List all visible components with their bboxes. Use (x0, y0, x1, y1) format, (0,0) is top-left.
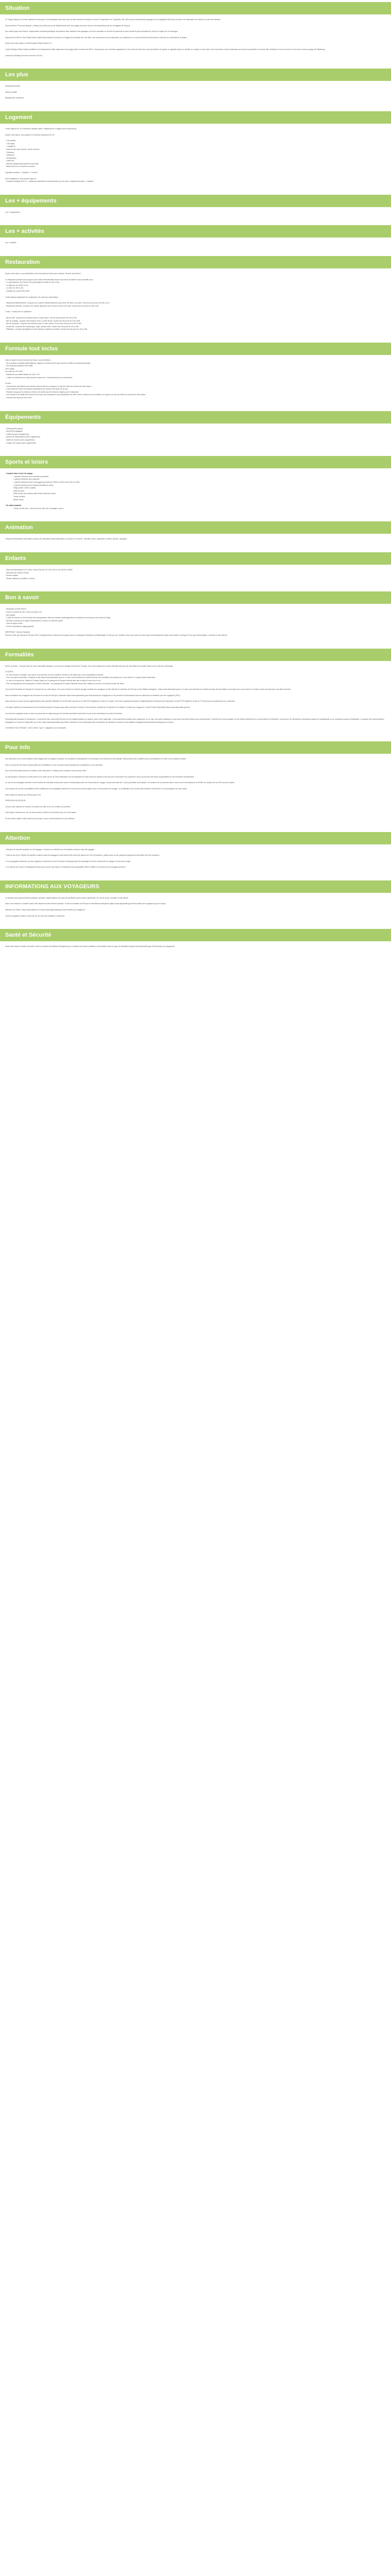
paragraph: - 2 lit doubles - 1 lit simple - 1 canapé-lit - Salle de bain avec douche, sèche-cheveux - Télévision - Téléphone - Climatisation - Coffre-fort - Mini-bar (réapprovisionnement sous frais) - Balcon avec vue sur jardin ou piscine (5, 140, 40, 168)
paragraph: Notre séjour est assuré par l'hôtel jusqu'à 12h. (5, 793, 41, 796)
paragraph: Le Torgajo dispose d'un riche patrimoine historique et archéologique ainsi ainsi que de sites naturels d'exception comme Porquerolles et le Capotador. Elle offre aussi de passionants paysages et un magnifique littoral qui se forme une destination de charme à un prix très attractif. (5, 19, 221, 21)
section-header-activites: Les + activités (0, 225, 391, 238)
paragraph: Si vous devez quitter l'hôtel avant la fin du séjour, aucun remboursement ne sera effectué. (5, 817, 75, 820)
section-header-logement: Logement (0, 111, 391, 124)
section-body-enfants (0, 565, 391, 584)
section-body-equipements (0, 207, 391, 218)
paragraph: Nous ne pourrons être tenus responsables de la défaillance ou de tout autre faute imputable aux prestataires ou aux autorités. (5, 764, 103, 766)
paragraph: Situez-vous votre séjour à l'hôtel Esclatys Palais Garden 3* ! (5, 42, 52, 45)
paragraph: Les mineurs voyageant seuls ou avec une personne ne disposant pas de l'autorité parentale doivent être munis d'une autorisation de sortie de territoire. (5, 712, 123, 715)
section-body-prix (0, 754, 391, 825)
paragraph: L'hôtel Esclatys Palais Garden bénéficie d'un emplacement idéal, disposant d'une plage privée à seulement 300 m. Ses piscines, ses rénovées aquatiques et son centre de bien-être vous permettront de passer un agréable séjour en famille, en couple ou entre amis. Des commerces et des restaurants se trouvent à proximité et le centre-ville d'Antelys se trouve à environ 10 km, tout comme la plage de Sainteloup. (5, 48, 325, 50)
paragraph: * Les compagnies aériennes (ou leurs agents) se réservent le droit de refuser l'embarquement des passagers dont les documents de voyage ne sont pas en règle. (5, 860, 131, 862)
section-body-infos (0, 893, 391, 922)
paragraph: Le restaurant principal vous propose une cuisine internationale servie sous forme de buffet et vous accueille pour : - Le petit-déjeuner de 07h00 à 10h (petit-déjeuner tardif de 10h à 11h) - Le déjeuner de 12h30 à 14h - Le dîner de 19h à 21h - Collation de nuit de 00h à 06h (5, 278, 94, 292)
section-header-equipements-2: Équipements (0, 411, 391, 423)
paragraph: Équipements modernes (5, 97, 24, 99)
paragraph: Les horaires de vol sont susceptibles d'être modifiés par les compagnies aériennes et vous seront communiqués avec vos documents de voyage. La modification d'un horaire peut entraîner la réduction ou la prolongation de votre séjour. (5, 787, 188, 790)
paragraph: COVERANT ÉLECTRIQUE : 220V A 50Hz. Type F. Adaptateur non nécessaire. (5, 727, 67, 730)
section-header-restauration: Restauration (0, 256, 391, 268)
paragraph: - Parking public gratuit - Service de bagagerie - Coffre-fort (avec supplément) - Service de blanchisserie (avec supplément) - Salles de réunion (avec supplément) - Location de voiture (avec supplément) (5, 427, 40, 444)
paragraph: - Réception ouverte 24h/24 - Check-in à partir de 14h, check-out avant 12h - Wi-fi gratuit - L'hôtel se réserve un droit de faire des changements dans ses horaires (aménagements et variations sont toujours de la part de l'hôtel) - Services rendus pour le dépôt d'expressions à l'heure, se réserver (salle) - Taux de séjour inclus - Prêt de serviettes de plage (gratuit). (5, 608, 111, 628)
paragraph: Votre séjour commence le jour de votre arrivée à l'hôtel et se termine le jour de votre départ. (5, 811, 77, 814)
paragraph: Durant votre séjour, vous logerez en chambre standard (2/2+1)* : (5, 133, 56, 136)
section-header-attention: Attention (0, 832, 391, 844)
paragraph: Tous les voyageurs doivent s'informer sur les mesures sanitaires à respecter. (5, 914, 65, 917)
paragraph: Idéal en famille (5, 91, 17, 93)
paragraph: Surnommée la "Provence basque", Antelys est bordée par la mer Méditerranée avec ses plages aux eaux vives et est caractérisée par les montagnes de Savoya. (5, 24, 131, 27)
paragraph: Pour toute information avant de confirmer votre réservation, n'hésitez pas à contacter notre service client. (5, 770, 87, 772)
paragraph: Les règles relatives au franchissement des frontières propres à chaque pays étant amenées à évoluer, il est vivement conseillé de se reporter à la rubrique "conseils aux voyageurs" du site France Diplomatie (https://www.diplomatie.gouv.fr). (5, 706, 191, 708)
section-body-lieu-plus (0, 81, 391, 104)
paragraph: Nos itinéraires et nos commentaires étant rédigés par nos équipes d'experts, les conditions d'hébergement et de transport sont données à titre indicatif. Elles peuvent être modifiées par les prestataires de l'hôtel ou les autorités locales. (5, 757, 187, 760)
paragraph: L'hôtel dispose également de restaurants à la carte (sur réservation) : (5, 296, 59, 298)
paragraph: Emplacement idéal (5, 85, 20, 88)
paragraph: Ressortissants étrangers et binationaux : Nous devez être vous-même informé sur les réglementations en vigueur, selon votre nationalité. Il est notamment possible qu'un passeport, ou un visa, une carte touristique ou tout autre document officiel vous soit demandé. Il convient de vous renseigner sur les délais d'obtention de ces documents et d'effectuer, vous-même, les démarches nécessaires auprès de l'ambassade ou du consulat du pays de destination. L'annuaire des représentations étrangères en France est disponible sur le site : https://www.diplomatie.gouv.fr/fr/le-ministere-et-son-reseau/annuaire-et-adresses-du-ministere-et-reseau-et-des-affaires-etrangeres/representations-etrangeres-en-france. (5, 718, 384, 723)
paragraph: Capacité maximum : 3 adultes + 1 enfant. (5, 172, 38, 174)
section-header-tout-inclus: Formule tout inclus (0, 343, 391, 355)
bullet-heading: • Compris dans le prix du voyage (5, 472, 386, 476)
paragraph: La situation (des gouvernements politique, sanitaire, réglementaire) des pays de destination peut évoluer rapidement. En cas de doute, consultez le site officiel. (5, 896, 129, 899)
paragraph: À noter : - Les boissons alcoolisées sont servies selon la licence en vigueur ou sale de l'hôtel au moment de votre séjour. - Il est interdit de servir les boissons alcoolisées aux mineurs de moins de 18 ans. - Pantalon long pour les hommes et tenue de soirée pour les femmes exigés pour le restaurant. - Les horaires et le détail de la formule tout inclus des restaurants sont susceptibles de varier selon la saison et les conditions en vigueur au sein de l'hôtel au moment de votre séjour. - Formule tout inclus de 10h à 00h. (5, 382, 146, 399)
paragraph: * Les valeurs de la carte d'embarquement ainsi que les prix des séjours et transferts sont susceptibles d'être modifiés en fonction de la compagnie aérienne. (5, 866, 126, 869)
section-header-bon-savoir: Bon à savoir (0, 591, 391, 604)
paragraph: * Dans le cas de la Turquie, les liquides contenus dans les bagages à main doivent être dans des flacons de 100 ml maximum, placés dans un sac plastique transparent refermable d'un litre maximum. (5, 854, 160, 857)
section-body-logement (0, 124, 391, 188)
section-header-sports: Sports et loisirs (0, 456, 391, 468)
paragraph: Nous vous invitons à consulter avant votre départ les sites internet suivants : le site du ministère de l'Europe et des Affaires étrangères (https://www.diplomatie.gouv.fr/fr/conseils-aux-voyageurs/) pour le séjour. (5, 903, 167, 905)
paragraph: Bonne nouvelle : L'Europe (hors de votre nationalité française, vous pouvez voyager librement en Turquie, avec votre passeport ou carte d'identité ainsi que de votre billet de vol (aller-retour) et de votre bon d'échange. (5, 665, 173, 667)
section-header-formalites: Formalités (0, 649, 391, 661)
paragraph: Nous conseillons aux voyageurs de s'inscrire sur le site de l'Europe à l'adresse https://www.diplomatie.gouv.fr/fr/conseils-aux-voyageurs/ ou de prendre les informations dans les tribunaux du ministère pour les voyageurs (VPV). (5, 694, 181, 697)
section-body-equipements-2 (0, 423, 391, 449)
paragraph: Aujourd'hui la ville de Gard-Sainte-Marie rejoint Pays-basque le territoire du Torgajo dont la partie est, ses villes, ses commerces et ses restaurants, son patrimoine, et vous permettront de découvrir la richesse et la diversité de la région. (5, 36, 188, 39)
paragraph: Le nom de la compagnie aérienne et les horaires de vols (aller-retour) vous seront communiqués dans vos documents de voyage, au plus tard dans les 7 jours précédant votre départ. Les horaires de vol pouvant varier, nous vous recommandons de vérifier vos horaires de vol 48 h avant le départ. (5, 782, 235, 784)
paragraph: L'hôtel dispose de 120 chambres réparties dans 2 bâtiments de 3 étages (avec ascenseurs). (5, 127, 77, 130)
bullet-heading: • En option payante (5, 504, 386, 507)
section-header-infos: INFORMATIONS AUX VOYAGEURS (0, 880, 391, 893)
paragraph: 2 bars, 1 snack-bar et 1 pâtisserie : (5, 311, 32, 313)
section-body-sports (0, 468, 391, 514)
section-header-situation: Situation (0, 2, 391, 14)
section-body-attention (0, 844, 391, 873)
section-body-situation (0, 14, 391, 61)
paragraph: La construction à l'aéroport, le trafic aérien et le cadre de vie de votre destination sont susceptibles de varier selon les saisons et les jours de la semaine et de la période. Nous ne pouvons être tenus responsables de ces éventuels changements. (5, 775, 194, 778)
bullet-lines: - Centre de bien-être : bain à remous, bain turc, massages, sauna (12, 507, 63, 510)
section-header-sante: Santé et Sécurité (0, 929, 391, 941)
section-body-activites (0, 238, 391, 249)
paragraph: L'équipe internationale d'animation propose des animations (internationales) en journée et en soirée : activités et jeux, spectacles, soirées, aérobic, aquagym... (5, 538, 128, 540)
page (0, 0, 391, 953)
section-body-bon-savoir (0, 604, 391, 641)
paragraph: Durant votre séjour, vous bénéficierez de la formule tout inclus (voir rubrique "formule tout inclus"). (5, 273, 82, 275)
section-header-animation: Animation (0, 521, 391, 534)
section-body-formalites (0, 661, 391, 734)
paragraph: Les + équipements (5, 211, 20, 213)
paragraph: - Bar du hall : propose des boissons avec ou sans alcool. Ouvert tous les jours de 10h à 22h. - Bar de la plage : propose des boissons avec ou sans alcool. Ouvert tous les jours de 10h à 18h. - Bar de la piscine : propose des boissons avec ou sans alcool. Ouvert tous les jours de 10h à 00h. - Snack-bar : propose des hamburgers, chips, pizzas, frites. Ouvert tous les jours de 12h à 16h. - Pâtisserie : propose des gâteaux et des boissons chaudes ou froides. Ouvert tous les jours de 11h à 18h. (5, 316, 88, 331)
paragraph: - Restaurant Méditerranéen : propose une cuisine méditerranéenne sous forme de menu à la carte. Ouvert tous les jours de 19h à 21h. - Restaurant Ottoman : propose une cuisine ottomane sous forme de menu à la carte. Ouvert tous les jours de 19h à 21h. (5, 302, 110, 307)
section-body-animation (0, 534, 391, 545)
paragraph: L'aéroport d'Antalya se trouve à environ 115 km. (5, 54, 43, 57)
paragraph: Son arrière-pays est le Baron, superposition fructérien/pacefique de plusieurs sites naturels et de paysages à la riche coloration où la forêt est devenue la zone humide la plus importante du Gard et la région de la Camargue. (5, 30, 178, 33)
section-header-prix: Pour info (0, 741, 391, 754)
section-body-tout-inclus (0, 355, 391, 404)
paragraph: PRÉCISION DU SÉJOUR (5, 800, 26, 802)
paragraph: - Mini-club international (4-12 ans). Ouvert 6 jours/7 de 10h à 12h et de 14h30 à 16h45. - Mini-disco de 20h30 à 20h45. - Piscine enfants - Piscine intérieure (chauffée en hiver) (5, 568, 73, 580)
paragraph: À NOTER : - En cas d'arrivée à Antalya, vous devez vous informer sur les conditions d'entrée et de séjour qui y sont susceptibles d'évoluer. - Pour tout autre information, consultez le site https://www.diplomatie.gouv.fr. Ce site vous informera de manière précise des formalités à accomplir pour vous rendre en Turquie (Garde nationale). - Le nom de la personne, d'après la Turquie, figure sur le passeport de chaque touriste ainsi que la date de retour sur le vol. - Pour les dispositions des passeports et cartes d'identité : Les passeports et cartes d'identité doivent être valides au moins 6 mois après la date de retour. (5, 671, 156, 685)
paragraph: Dans le cadre de votre formule tout inclus, vous bénéficiez : - De la pension complète (petit-déjeuner, déjeuner et dîner) servie sous forme de buffet au restaurant principal - Des boissons (sélection de l'hôtel) Vins rouges Aux bars de 10h à 00h - Pâtisseries au café/la Maison de 16h à 17h - 1 dîner au restaurant à la carte durant le séjour de 7 nuits (minimum (sur réservation) (5, 359, 91, 379)
paragraph: Les prix sont calculés en fonction du nombre de nuits et non du nombre de journées. (5, 805, 71, 808)
section-header-enfants: Enfants (0, 552, 391, 565)
paragraph: Concernant l'évolution de l'impact du Coronavirus sur votre séjour, nous vous invitons à consulter la page conseils aux voyageurs du site internet du ministère de l'Europe et des Affaires étrangères : https://www.diplomatie.gouv.fr. Ce site vous informera de manière précise des formalités à accomplir pour vous rendre en Turquie et dans les pays que vous allez traverser. (5, 688, 291, 691)
paragraph: Attention à la Santé : https://www.pasteur.fr et https://www.diplomatie.gouv.fr/fr/conseils-aux-voyageurs/. (5, 909, 86, 911)
paragraph: Avec supplément, vous pouvez loger en : - Chambre familiale (4/4+1) : 2 chambres standards communicantes par une porte. Capacité maximum : 4 adultes. (5, 177, 94, 183)
section-header-equipements: Les + équipements (0, 195, 391, 207)
section-header-lieu-plus: Les plus (0, 69, 391, 81)
section-body-restauration (0, 268, 391, 335)
paragraph: * Mesures de sécurité sanitaire sur les bagages : mesures de restriction sur les liquides contenus dans les bagages (5, 848, 95, 851)
bullet-lines: - 1 piscine extérieure avec transats et parasols - 1 piscine intérieure avec parasols - 1 piscine extérieure avec 3 toboggans (ouverte de 10h00 à 12h00 et de 14h à 17h00) - 1 piscine intérieure pour enfants (chauffée en hiver) - Plage privée à 300 m (sable) - Salle de sport - Salle de jeux avec billard, table tennis machines à jeux - Tennis de table - Beach volley (12, 475, 80, 501)
paragraph: Avant votre départ, veuillez consulter le site du ministère des Affaires étrangères pour connaître les risques sanitaires et sécuritaires dans le pays de destination (https://www.diplomatie.gouv.fr/fr/conseils-aux-voyageurs/). (5, 945, 175, 948)
paragraph: Nous n'avons à ce jour aucune réglementation des autorités officielles sur le fait d'être vacciné ou un test PCR négatif pour entrer en Turquie. Une fois le passeport accepté, la réglementation à l'aéroport peut demander un test PCR négatif de moins de 72 heures pour les personnes non vaccinées. (5, 700, 236, 703)
paragraph: Les + activités (5, 242, 17, 244)
paragraph: IMPORTANT : Mesure Sanitaire : Merci de noter que depuis le 26 mars 2022, l'enregistrement à l'aéroport est payant pour la compagnie SunExpress (10€/passager et 11€ par vol). Veuillez à bien vous munir de votre carte d'embarquement avant votre arrivée à l'aéroport. Pour plus d'informations, consultez le site internet. (5, 631, 228, 637)
section-body-sante (0, 941, 391, 953)
